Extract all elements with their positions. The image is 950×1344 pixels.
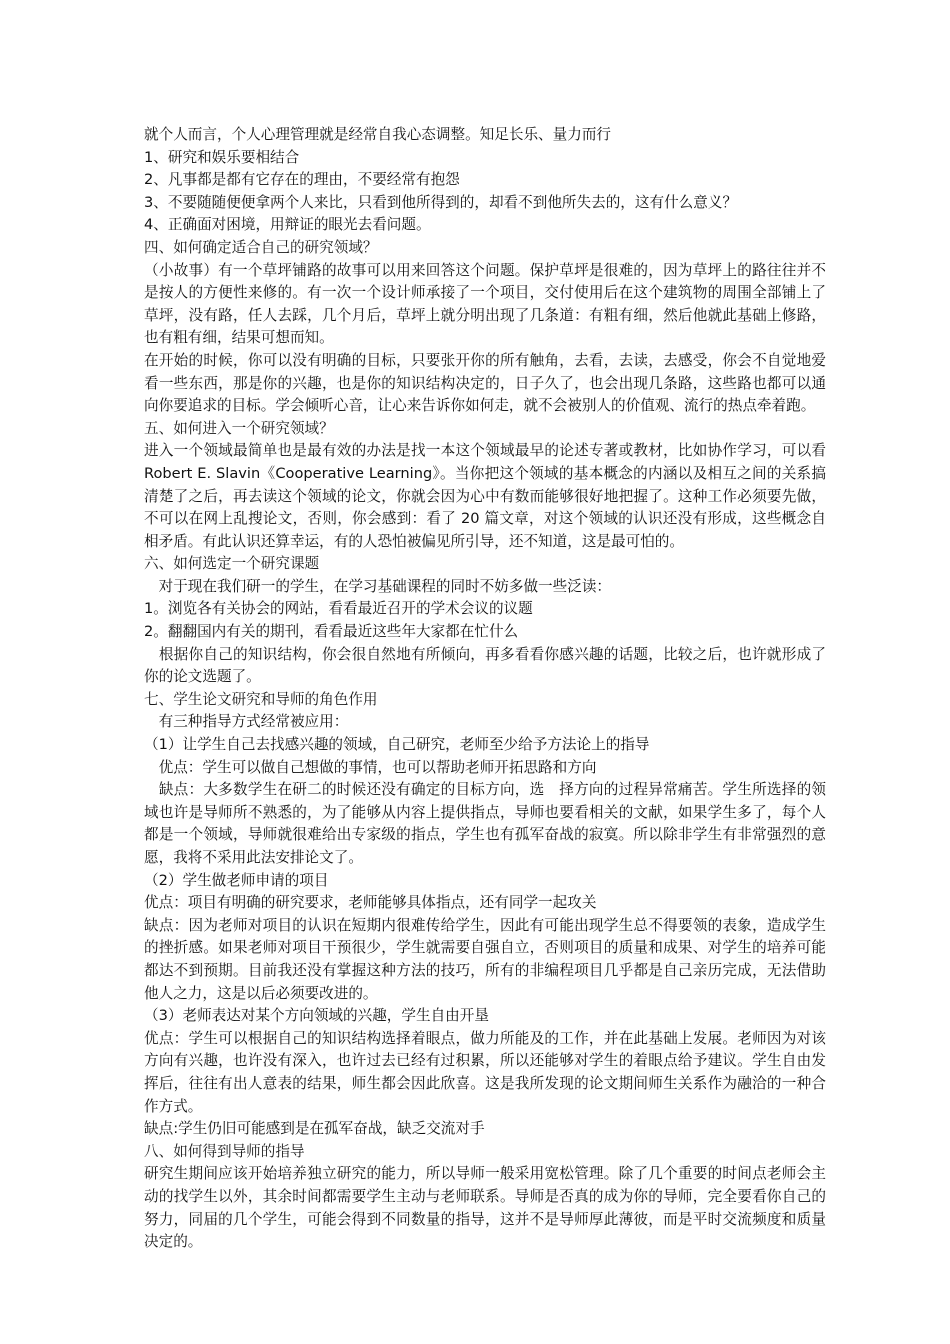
section-heading-6: 六、如何选定一个研究课题 [144, 555, 320, 573]
mode-3-title: （3）老师表达对某个方向领域的兴趣，学生自由开垦 [144, 1007, 489, 1025]
section-heading-7: 七、学生论文研究和导师的角色作用 [144, 690, 378, 708]
list-item-1: 1、研究和娱乐要相结合 [144, 148, 300, 166]
story-paragraph: （小故事）有一个草坪铺路的故事可以用来回答这个问题。保护草坪是很难的，因为草坪上的路往往并不是按人的方便性来修的。有一次一个设计师承接了一个项目，交付使用后在这个建筑物的周围全部铺上了草坪，没有路，任人去踩，几个月后，草坪上就分明出现了几条道：有粗有细，然后他就此基础上修路，也有粗有细，结果可想而知。 [144, 261, 826, 347]
section-heading-8: 八、如何得到导师的指导 [144, 1142, 305, 1160]
document-page [144, 124, 826, 1254]
list-item-3: 3、不要随随便便拿两个人来比，只看到他所得到的，却看不到他所失去的，这有什么意义？ [144, 193, 738, 211]
section-heading-4: 四、如何确定适合自己的研究领域？ [144, 238, 378, 256]
reading-item-2: 2。翻翻国内有关的期刊，看看最近这些年大家都在忙什么 [144, 623, 519, 641]
enter-field-paragraph: 进入一个领域最简单也是最有效的办法是找一本这个领域最早的论述专著或教材，比如协作学习，可以看 Robert E. Slavin《Cooperative Learning》。当你把这个领域的基本概念的内涵以及相互之间的关系搞清楚了之后，再去读这个领域的论文，你就会因为心中有数而能够很好地把握了。这种工作必须要先做，不可以在网上乱搜论文，否则，你会感到：看了 20 篇文章，对这个领域的认识还没有形成，这些概念自相矛盾。有此认识还算幸运，有的人恐怕被偏见所引导，还不知道，这是最可怕的。 [144, 442, 826, 550]
mode-1-title: （1）让学生自己去找感兴趣的领域，自己研究，老师至少给予方法论上的指导 [144, 736, 650, 754]
mode-2-cons: 缺点：因为老师对项目的认识在短期内很难传给学生，因此有可能出现学生总不得要领的表象，造成学生的挫折感。如果老师对项目干预很少，学生就需要自强自立，否则项目的质量和成果、对学生的培养可能都达不到预期。目前我还没有掌握这种方法的技巧，所有的非编程项目几乎都是自己亲历完成，无法借助他人之力，这是以后必须要改进的。 [144, 916, 826, 1002]
advisor-guidance-paragraph: 研究生期间应该开始培养独立研究的能力，所以导师一般采用宽松管理。除了几个重要的时间点老师会主动的找学生以外，其余时间都需要学生主动与老师联系。导师是否真的成为你的导师，完全要看你自己的努力，同届的几个学生，可能会得到不同数量的指导，这并不是导师厚此薄彼，而是平时交流频度和质量决定的。 [144, 1165, 826, 1251]
guidance-modes-intro: 有三种指导方式经常被应用： [144, 713, 349, 731]
mode-2-pros: 优点：项目有明确的研究要求，老师能够具体指点，还有同学一起攻关 [144, 894, 597, 912]
mode-1-cons: 缺点：大多数学生在研二的时候还没有确定的目标方向，选 择方向的过程异常痛苦。学生所选择的领域也许是导师所不熟悉的，为了能够从内容上提供指点，导师也要看相关的文献，如果学生多了，每个人都是一个领域，导师就很难给出专家级的指点，学生也有孤军奋战的寂寞。所以除非学生有非常强烈的意愿，我将不采用此法安排论文了。 [144, 781, 826, 866]
list-item-2: 2、凡事都是都有它存在的理由，不要经常有抱怨 [144, 171, 460, 189]
mode-2-title: （2）学生做老师申请的项目 [144, 871, 329, 889]
mode-3-pros: 优点：学生可以根据自己的知识结构选择着眼点，做力所能及的工作，并在此基础上发展。老师因为对该方向有兴趣，也许没有深入，也许过去已经有过积累，所以还能够对学生的着眼点给予建议。学生自由发挥后，往往有出人意表的结果，师生都会因此欣喜。这是我所发现的论文期间师生关系作为融洽的一种合作方式。 [144, 1029, 826, 1115]
reading-intro-line: 对于现在我们研一的学生，在学习基础课程的同时不妨多做一些泛读： [144, 577, 612, 595]
list-item-4: 4、正确面对困境，用辩证的眼光去看问题。 [144, 216, 431, 234]
intro-line: 就个人而言，个人心理管理就是经常自我心态调整。知足长乐、量力而行 [144, 126, 612, 143]
section-heading-5: 五、如何进入一个研究领域？ [144, 419, 334, 437]
mode-1-pros: 优点：学生可以做自己想做的事情，也可以帮助老师开拓思路和方向 [144, 758, 597, 776]
mode-3-cons: 缺点:学生仍旧可能感到是在孤军奋战，缺乏交流对手 [144, 1120, 485, 1138]
interest-paragraph: 在开始的时候，你可以没有明确的目标，只要张开你的所有触角，去看，去读，去感受，你会不自觉地爱看一些东西，那是你的兴趣，也是你的知识结构决定的，日子久了，也会出现几条路，这些路也都可以通向你要追求的目标。学会倾听心音，让心来告诉你如何走，就不会被别人的价值观、流行的热点牵着跑。 [144, 351, 826, 415]
reading-item-1: 1。浏览各有关协会的网站，看看最近召开的学术会议的议题 [144, 600, 533, 618]
topic-selection-paragraph: 根据你自己的知识结构，你会很自然地有所倾向，再多看看你感兴趣的话题，比较之后，也许就形成了你的论文选题了。 [144, 645, 826, 686]
